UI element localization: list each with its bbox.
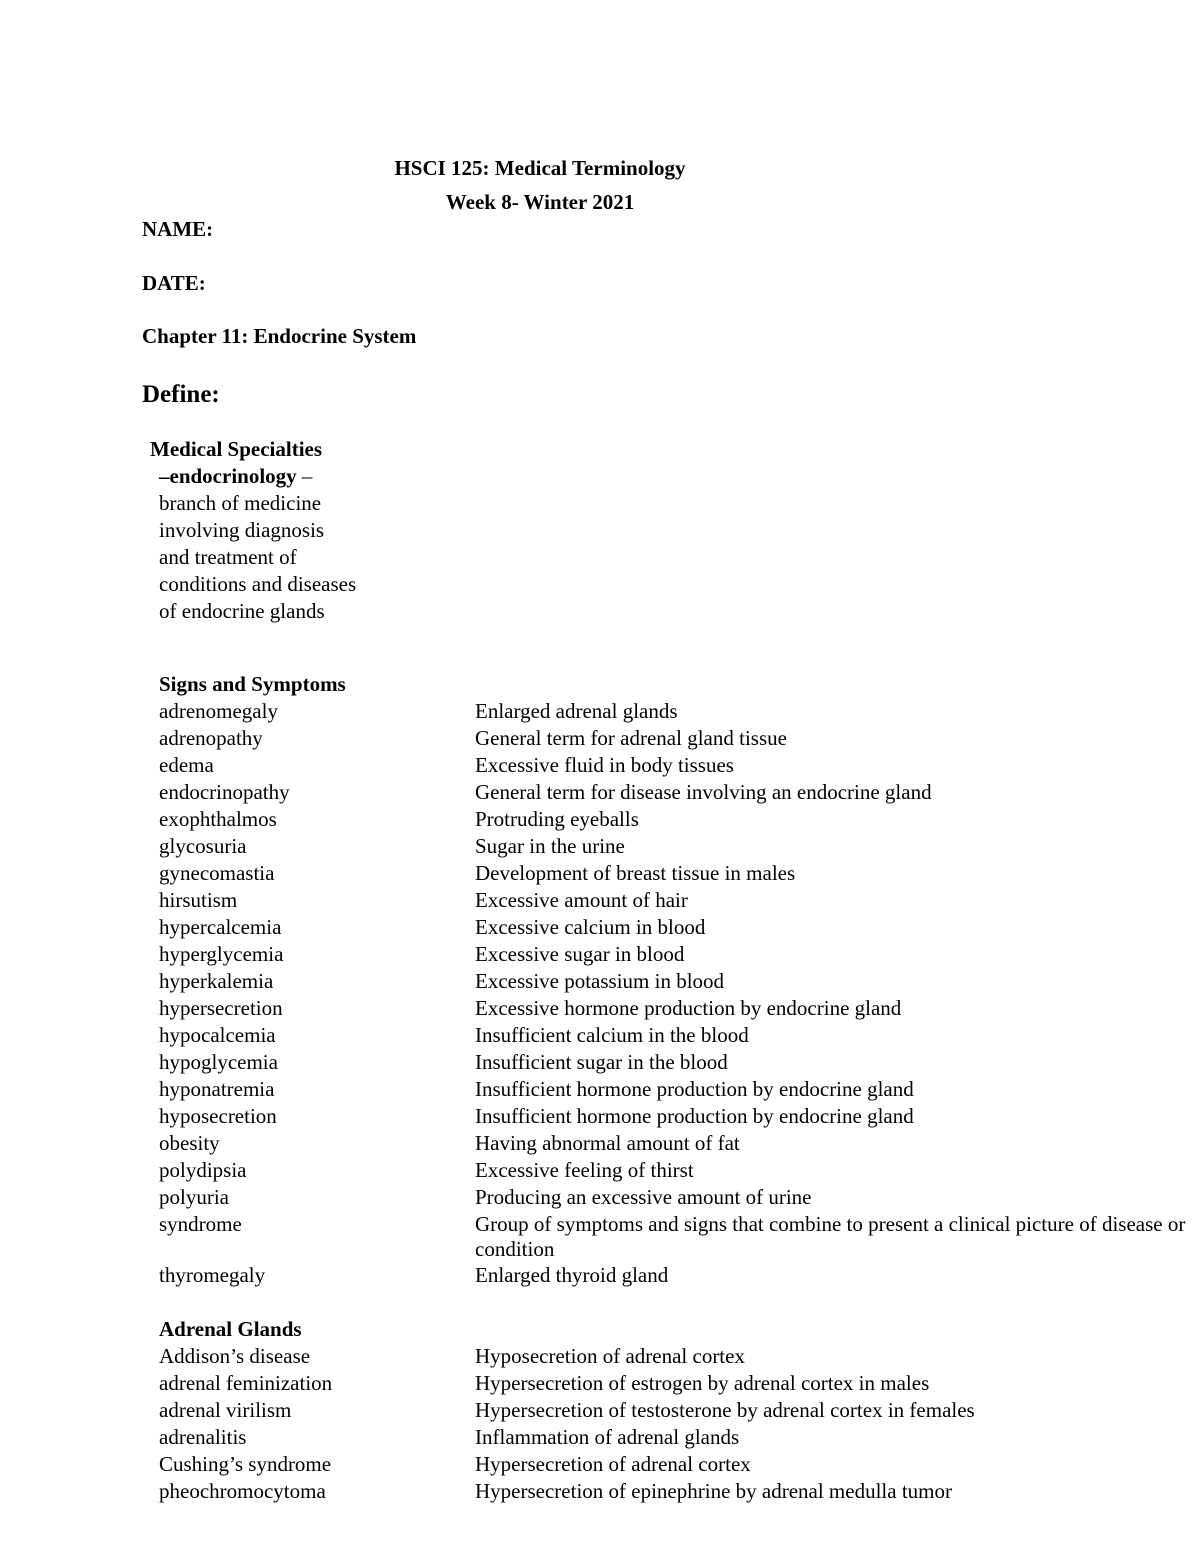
term-row <box>159 1076 1195 1103</box>
course-title: HSCI 125: Medical Terminology <box>394 156 686 180</box>
definition: Producing an excessive amount of urine <box>475 1185 812 1209</box>
signs-symptoms-heading: Signs and Symptoms <box>159 672 346 696</box>
definition: Excessive calcium in blood <box>475 915 706 939</box>
definition: General term for adrenal gland tissue <box>475 726 787 750</box>
term: polyuria <box>159 1185 229 1209</box>
term-row <box>159 1022 1195 1049</box>
definition: Excessive hormone production by endocrine gland <box>475 996 902 1020</box>
term-row <box>159 1103 1195 1130</box>
term-row <box>159 1130 1195 1157</box>
term: Cushing’s syndrome <box>159 1452 332 1476</box>
endocrinology-dash: – <box>296 464 313 488</box>
chapter-heading: Chapter 11: Endocrine System <box>142 324 417 348</box>
term-row <box>159 1157 1195 1184</box>
term-row <box>159 698 1195 725</box>
term: thyromegaly <box>159 1263 266 1287</box>
term-row <box>159 914 1195 941</box>
definition: Excessive fluid in body tissues <box>475 753 734 777</box>
definition: Excessive potassium in blood <box>475 969 725 993</box>
term: endocrinopathy <box>159 780 290 804</box>
term: glycosuria <box>159 834 247 858</box>
definition: General term for disease involving an endocrine gland <box>475 780 932 804</box>
signs-symptoms-list <box>159 698 1195 1289</box>
term-row <box>159 1343 1195 1370</box>
definition: Excessive feeling of thirst <box>475 1158 694 1182</box>
term: polydipsia <box>159 1158 247 1182</box>
define-heading: Define: <box>142 381 220 408</box>
term-row <box>159 1397 1195 1424</box>
term-row <box>159 860 1195 887</box>
term: Addison’s disease <box>159 1344 311 1368</box>
term-row <box>159 995 1195 1022</box>
term: hyposecretion <box>159 1104 277 1128</box>
term-row <box>159 1211 1195 1262</box>
term-row <box>159 887 1195 914</box>
term: pheochromocytoma <box>159 1479 326 1503</box>
adrenal-glands-heading: Adrenal Glands <box>159 1317 302 1341</box>
adrenal-glands-list <box>159 1343 1195 1505</box>
term: hirsutism <box>159 888 238 912</box>
term: adrenomegaly <box>159 699 278 723</box>
term: hypoglycemia <box>159 1050 278 1074</box>
definition: Enlarged thyroid gland <box>475 1263 669 1287</box>
term-row <box>159 806 1195 833</box>
definition: Hypersecretion of adrenal cortex <box>475 1452 751 1476</box>
term: hyponatremia <box>159 1077 275 1101</box>
definition: Inflammation of adrenal glands <box>475 1425 740 1449</box>
definition: Group of symptoms and signs that combine to present a clinical picture of disease or condition <box>475 1212 1186 1261</box>
term-row <box>159 968 1195 995</box>
definition: Hypersecretion of estrogen by adrenal cortex in males <box>475 1371 930 1395</box>
medical-specialties-heading: Medical Specialties <box>150 437 323 461</box>
term: obesity <box>159 1131 220 1155</box>
definition: Hypersecretion of testosterone by adrenal cortex in females <box>475 1398 975 1422</box>
term-row <box>159 752 1195 779</box>
endocrinology-term-text: –endocrinology <box>159 464 297 488</box>
term: exophthalmos <box>159 807 277 831</box>
definition: Enlarged adrenal glands <box>475 699 678 723</box>
term-row <box>159 779 1195 806</box>
definition: Insufficient hormone production by endocrine gland <box>475 1104 914 1128</box>
term-row <box>159 1049 1195 1076</box>
definition: Excessive amount of hair <box>475 888 688 912</box>
definition: Insufficient sugar in the blood <box>475 1050 728 1074</box>
definition: Hyposecretion of adrenal cortex <box>475 1344 745 1368</box>
term: gynecomastia <box>159 861 275 885</box>
term-row <box>159 1262 1195 1289</box>
definition: Insufficient hormone production by endocrine gland <box>475 1077 914 1101</box>
definition: Hypersecretion of epinephrine by adrenal medulla tumor <box>475 1479 952 1503</box>
definition: Protruding eyeballs <box>475 807 639 831</box>
term-row <box>159 725 1195 752</box>
term-row <box>159 833 1195 860</box>
term-row <box>159 941 1195 968</box>
term: hypersecretion <box>159 996 283 1020</box>
term: adrenalitis <box>159 1425 247 1449</box>
term: hyperglycemia <box>159 942 284 966</box>
definition: Excessive sugar in blood <box>475 942 685 966</box>
term: adrenal feminization <box>159 1371 333 1395</box>
term-row <box>159 1370 1195 1397</box>
term: hypercalcemia <box>159 915 282 939</box>
term: hypocalcemia <box>159 1023 276 1047</box>
definition: Development of breast tissue in males <box>475 861 796 885</box>
definition: Insufficient calcium in the blood <box>475 1023 749 1047</box>
date-label: DATE: <box>142 271 206 295</box>
name-label: NAME: <box>142 217 214 241</box>
term: hyperkalemia <box>159 969 274 993</box>
endocrinology-definition: branch of medicine involving diagnosis and treatment of conditions and diseases of endocrine glands <box>159 491 357 623</box>
week-subtitle: Week 8- Winter 2021 <box>445 190 635 214</box>
definition: Sugar in the urine <box>475 834 625 858</box>
term: edema <box>159 753 214 777</box>
term-row <box>159 1478 1195 1505</box>
endocrinology-term <box>159 464 312 489</box>
definition: Having abnormal amount of fat <box>475 1131 740 1155</box>
term: adrenopathy <box>159 726 263 750</box>
term-row <box>159 1184 1195 1211</box>
term-row <box>159 1451 1195 1478</box>
term-row <box>159 1424 1195 1451</box>
term: adrenal virilism <box>159 1398 292 1422</box>
term: syndrome <box>159 1212 242 1236</box>
